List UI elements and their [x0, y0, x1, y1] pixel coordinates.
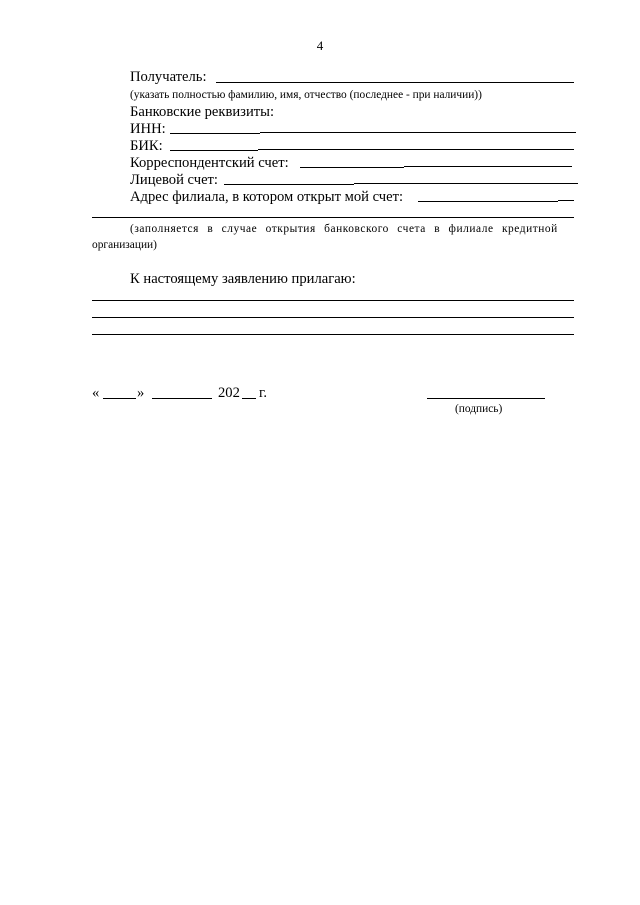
inn-input-line-part2[interactable] — [260, 132, 576, 133]
corr-account-input-line-part2[interactable] — [404, 166, 572, 167]
date-close-quote: » — [137, 385, 145, 401]
page-number: 4 — [316, 38, 324, 53]
bank-details-heading: Банковские реквизиты: — [130, 104, 274, 120]
branch-note-line1-container — [130, 222, 577, 236]
corr-account-input-line-part1[interactable] — [300, 167, 404, 168]
corr-account-label: Корреспондентский счет: — [130, 155, 289, 171]
bik-label: БИК: — [130, 138, 163, 154]
personal-account-input-line-part2[interactable] — [354, 183, 578, 184]
branch-address-input-line-part2[interactable] — [558, 200, 574, 201]
date-day-input-line[interactable] — [103, 398, 136, 399]
attachments-line-3[interactable] — [92, 334, 574, 335]
branch-address-input-line-full[interactable] — [92, 217, 574, 218]
signature-caption: (подпись) — [455, 403, 503, 415]
recipient-input-line[interactable] — [216, 82, 574, 83]
date-open-quote: « — [92, 385, 100, 401]
date-year-input-line[interactable] — [242, 398, 256, 399]
signature-input-line[interactable] — [427, 398, 545, 399]
branch-note-line2: организации) — [92, 239, 157, 251]
inn-input-line-part1[interactable] — [170, 133, 260, 134]
date-year-prefix: 202 — [218, 385, 240, 401]
attachments-line-1[interactable] — [92, 300, 574, 301]
branch-address-input-line-part1[interactable] — [418, 201, 558, 202]
date-month-input-line[interactable] — [152, 398, 212, 399]
bik-input-line-part2[interactable] — [258, 149, 574, 150]
inn-label: ИНН: — [130, 121, 166, 137]
personal-account-label: Лицевой счет: — [130, 172, 218, 188]
branch-note-line1: (заполняется в случае открытия банковского счета в филиале кредитной — [130, 223, 558, 235]
date-year-suffix: г. — [259, 385, 267, 401]
recipient-hint: (указать полностью фамилию, имя, отчество (последнее - при наличии)) — [130, 89, 482, 101]
bik-input-line-part1[interactable] — [170, 150, 258, 151]
personal-account-input-line-part1[interactable] — [224, 184, 354, 185]
recipient-label: Получатель: — [130, 69, 207, 85]
attachments-label: К настоящему заявлению прилагаю: — [130, 271, 356, 287]
branch-address-label: Адрес филиала, в котором открыт мой счет: — [130, 189, 404, 205]
attachments-line-2[interactable] — [92, 317, 574, 318]
